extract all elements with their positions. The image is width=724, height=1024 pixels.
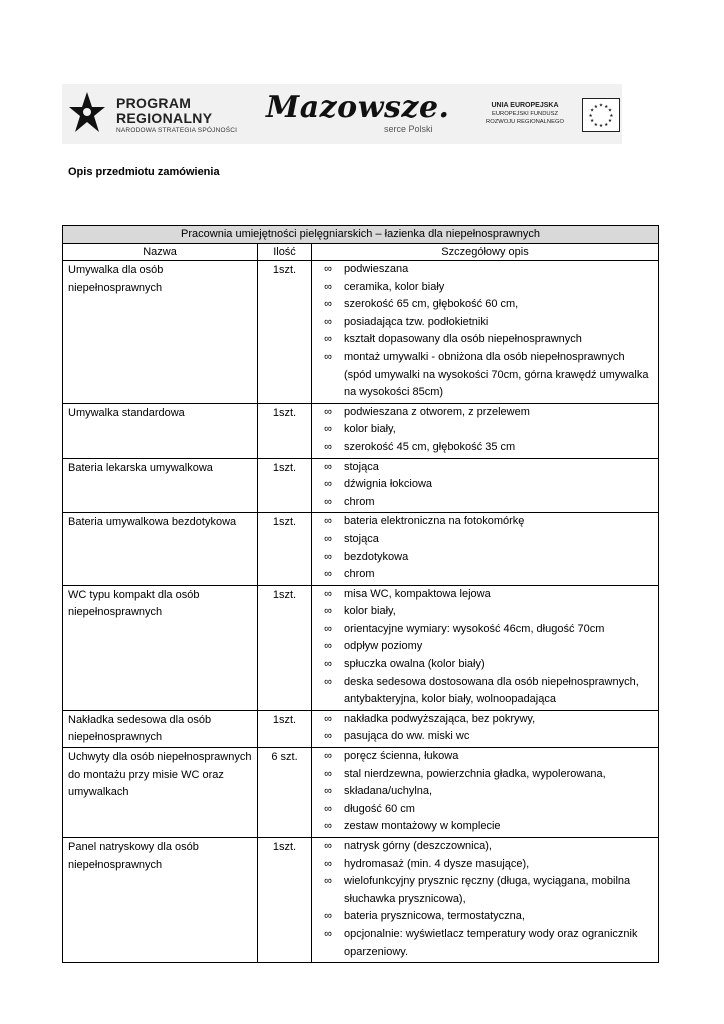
- infinity-bullet-icon: ∞: [324, 263, 332, 275]
- table-row: [63, 838, 659, 963]
- list-item: [312, 513, 654, 531]
- eu-logo: [480, 98, 622, 134]
- item-quantity: 1szt.: [258, 403, 312, 458]
- list-item: [312, 279, 654, 297]
- list-item-text: kolor biały,: [344, 605, 396, 618]
- list-item: [312, 314, 654, 332]
- infinity-bullet-icon: ∞: [324, 712, 332, 725]
- list-item: [312, 638, 654, 656]
- program-regionalny-logo: [68, 90, 248, 138]
- item-name: Uchwyty dla osób niepełnosprawnych do montażu przy misie WC oraz umywalkach: [63, 748, 258, 838]
- table-row: [63, 513, 659, 585]
- list-item-text: chrom: [344, 568, 375, 581]
- list-item: [312, 873, 654, 908]
- list-item: [312, 296, 654, 314]
- list-item-text: stojąca: [344, 460, 379, 473]
- infinity-bullet-icon: ∞: [324, 315, 332, 328]
- table-row: [63, 403, 659, 458]
- infinity-bullet-icon: ∞: [324, 405, 332, 418]
- list-item: [312, 603, 654, 621]
- item-description: [312, 710, 659, 747]
- infinity-bullet-icon: ∞: [324, 478, 332, 491]
- table-body: [63, 261, 659, 963]
- item-quantity: 1szt.: [258, 585, 312, 710]
- star-icon: [68, 90, 106, 138]
- infinity-bullet-icon: ∞: [324, 605, 332, 618]
- document-heading: Opis przedmiotu zamówienia: [68, 166, 220, 178]
- list-item-text: odpływ poziomy: [344, 640, 423, 653]
- list-item: [312, 494, 654, 512]
- table-row: [63, 585, 659, 710]
- item-quantity: 6 szt.: [258, 748, 312, 838]
- item-quantity: 1szt.: [258, 838, 312, 963]
- list-item-text: chrom: [344, 495, 375, 508]
- list-item: [312, 856, 654, 874]
- list-item: [312, 459, 654, 477]
- list-item-text: zestaw montażowy w komplecie: [344, 820, 501, 833]
- table-title: Pracownia umiejętności pielęgniarskich – łazienka dla niepełnosprawnych: [63, 226, 659, 244]
- infinity-bullet-icon: ∞: [324, 587, 332, 600]
- svg-text:★: ★: [588, 113, 593, 119]
- infinity-bullet-icon: ∞: [324, 857, 332, 870]
- column-header-name: Nazwa: [63, 244, 258, 261]
- program-line: PROGRAM: [116, 95, 192, 111]
- list-item-text: ceramika, kolor biały: [344, 280, 445, 293]
- item-description: [312, 261, 659, 404]
- infinity-bullet-icon: ∞: [324, 532, 332, 545]
- list-item: [312, 549, 654, 567]
- infinity-bullet-icon: ∞: [324, 460, 332, 473]
- list-item: [312, 404, 654, 422]
- item-quantity: 1szt.: [258, 261, 312, 404]
- list-item: [312, 476, 654, 494]
- specification-table: [62, 225, 659, 963]
- infinity-bullet-icon: ∞: [324, 658, 332, 671]
- item-name: Nakładka sedesowa dla osób niepełnosprawnych: [63, 710, 258, 747]
- item-name: Bateria lekarska umywalkowa: [63, 458, 258, 513]
- infinity-bullet-icon: ∞: [324, 333, 332, 346]
- list-item: [312, 801, 654, 819]
- description-list: [312, 404, 654, 457]
- list-item-text: stojąca: [344, 532, 379, 545]
- list-item: [312, 748, 654, 766]
- table-row: [63, 710, 659, 747]
- list-item-text: długość 60 cm: [344, 802, 415, 815]
- list-item-text: nakładka podwyższająca, bez pokrywy,: [344, 712, 536, 725]
- description-list: [312, 459, 654, 512]
- eu-fund-line: EUROPEJSKI FUNDUSZ: [491, 111, 559, 117]
- item-name: Umywalka dla osób niepełnosprawnych: [63, 261, 258, 404]
- infinity-bullet-icon: ∞: [324, 730, 332, 743]
- list-item: [312, 566, 654, 584]
- list-item-text: montaż umywalki - obniżona dla osób niepełnosprawnych (spód umywalki na wysokości 70cm, górna krawędź umywalka na wysokości 85cm): [344, 350, 649, 399]
- list-item: [312, 349, 654, 402]
- list-item-text: orientacyjne wymiary: wysokość 46cm, długość 70cm: [344, 622, 605, 635]
- list-item-text: poręcz ścienna, łukowa: [344, 750, 459, 763]
- list-item-text: misa WC, kompaktowa lejowa: [344, 587, 491, 600]
- list-item-text: składana/uchylna,: [344, 785, 433, 798]
- list-item-text: spłuczka owalna (kolor biały): [344, 658, 485, 671]
- item-quantity: 1szt.: [258, 513, 312, 585]
- list-item: [312, 261, 654, 279]
- list-item: [312, 421, 654, 439]
- list-item-text: hydromasaż (min. 4 dysze masujące),: [344, 857, 530, 870]
- infinity-bullet-icon: ∞: [324, 350, 332, 363]
- list-item: [312, 656, 654, 674]
- list-item-text: szerokość 65 cm, głębokość 60 cm,: [344, 298, 519, 311]
- list-item-text: kształt dopasowany dla osób niepełnosprawnych: [344, 333, 582, 346]
- eu-flag-icon: [582, 98, 620, 132]
- infinity-bullet-icon: ∞: [324, 750, 332, 763]
- list-item: [312, 766, 654, 784]
- infinity-bullet-icon: ∞: [324, 802, 332, 815]
- table-row: [63, 748, 659, 838]
- svg-text:★: ★: [589, 108, 595, 114]
- item-quantity: 1szt.: [258, 710, 312, 747]
- infinity-bullet-icon: ∞: [324, 568, 332, 581]
- infinity-bullet-icon: ∞: [324, 675, 332, 688]
- item-quantity: 1szt.: [258, 458, 312, 513]
- item-description: [312, 513, 659, 585]
- list-item-text: podwieszana: [344, 263, 409, 275]
- list-item: [312, 908, 654, 926]
- infinity-bullet-icon: ∞: [324, 910, 332, 923]
- svg-text:★: ★: [598, 103, 604, 109]
- list-item: [312, 818, 654, 836]
- svg-text:★: ★: [593, 104, 598, 110]
- list-item: [312, 439, 654, 457]
- list-item: [312, 926, 654, 961]
- description-list: [312, 748, 654, 836]
- list-item-text: wielofunkcyjny prysznic ręczny (długa, wyciągana, mobilna słuchawka prysznicowa),: [344, 875, 631, 905]
- svg-text:★: ★: [604, 104, 609, 110]
- item-description: [312, 458, 659, 513]
- list-item: [312, 783, 654, 801]
- svg-text:★: ★: [609, 113, 614, 119]
- svg-text:★: ★: [589, 119, 595, 125]
- list-item-text: natrysk górny (deszczownica),: [344, 840, 492, 852]
- list-item-text: dźwignia łokciowa: [344, 478, 433, 491]
- infinity-bullet-icon: ∞: [324, 875, 332, 888]
- list-item: [312, 728, 654, 746]
- table-row: [63, 458, 659, 513]
- infinity-bullet-icon: ∞: [324, 820, 332, 833]
- item-description: [312, 838, 659, 963]
- svg-text:★: ★: [593, 122, 598, 128]
- svg-text:★: ★: [607, 108, 613, 114]
- infinity-bullet-icon: ∞: [324, 440, 332, 453]
- mazowsze-tagline: serce Polski: [384, 124, 433, 134]
- svg-text:★: ★: [607, 119, 613, 125]
- list-item-text: deska sedesowa dostosowana dla osób niepełnosprawnych, antybakteryjna, kolor biały, wolnoopadająca: [344, 675, 639, 706]
- description-list: [312, 586, 654, 709]
- table-row: [63, 261, 659, 404]
- item-name: Bateria umywalkowa bezdotykowa: [63, 513, 258, 585]
- list-item: [312, 711, 654, 729]
- item-description: [312, 403, 659, 458]
- list-item-text: pasująca do ww. miski wc: [344, 730, 470, 743]
- list-item-text: bateria elektroniczna na fotokomórkę: [344, 515, 525, 528]
- list-item-text: bateria prysznicowa, termostatyczna,: [344, 910, 525, 923]
- infinity-bullet-icon: ∞: [324, 927, 332, 940]
- mazowsze-logo: [266, 90, 450, 140]
- list-item-text: kolor biały,: [344, 423, 396, 436]
- item-name: WC typu kompakt dla osób niepełnosprawnych: [63, 585, 258, 710]
- description-list: [312, 513, 654, 583]
- infinity-bullet-icon: ∞: [324, 640, 332, 653]
- description-list: [312, 838, 654, 961]
- infinity-bullet-icon: ∞: [324, 622, 332, 635]
- eu-development-line: ROZWOJU REGIONALNEGO: [486, 119, 564, 125]
- infinity-bullet-icon: ∞: [324, 423, 332, 436]
- mazowsze-wordmark: Mazowsze.: [266, 90, 450, 125]
- list-item: [312, 331, 654, 349]
- infinity-bullet-icon: ∞: [324, 767, 332, 780]
- strategy-line: NARODOWA STRATEGIA SPÓJNOŚCI: [116, 127, 238, 134]
- infinity-bullet-icon: ∞: [324, 840, 332, 852]
- infinity-bullet-icon: ∞: [324, 280, 332, 293]
- infinity-bullet-icon: ∞: [324, 550, 332, 563]
- column-header-quantity: Ilość: [258, 244, 312, 261]
- column-header-description: Szczegółowy opis: [312, 244, 659, 261]
- description-list: [312, 711, 654, 746]
- item-description: [312, 585, 659, 710]
- infinity-bullet-icon: ∞: [324, 495, 332, 508]
- list-item-text: szerokość 45 cm, głębokość 35 cm: [344, 440, 516, 453]
- svg-text:★: ★: [598, 124, 604, 130]
- regionalny-line: REGIONALNY: [116, 110, 213, 126]
- list-item-text: podwieszana z otworem, z przelewem: [344, 405, 530, 418]
- list-item-text: opcjonalnie: wyświetlacz temperatury wody oraz ogranicznik oparzeniowy.: [344, 927, 638, 958]
- item-name: Panel natryskowy dla osób niepełnosprawnych: [63, 838, 258, 963]
- infinity-bullet-icon: ∞: [324, 298, 332, 311]
- list-item-text: bezdotykowa: [344, 550, 409, 563]
- list-item: [312, 838, 654, 856]
- svg-text:★: ★: [604, 122, 609, 128]
- item-description: [312, 748, 659, 838]
- list-item-text: stal nierdzewna, powierzchnia gładka, wypolerowana,: [344, 767, 606, 780]
- eu-line: UNIA EUROPEJSKA: [491, 102, 559, 109]
- list-item-text: posiadająca tzw. podłokietniki: [344, 315, 489, 328]
- list-item: [312, 531, 654, 549]
- infinity-bullet-icon: ∞: [324, 515, 332, 528]
- item-name: Umywalka standardowa: [63, 403, 258, 458]
- description-list: [312, 261, 654, 402]
- list-item: [312, 674, 654, 709]
- infinity-bullet-icon: ∞: [324, 785, 332, 798]
- list-item: [312, 586, 654, 604]
- list-item: [312, 621, 654, 639]
